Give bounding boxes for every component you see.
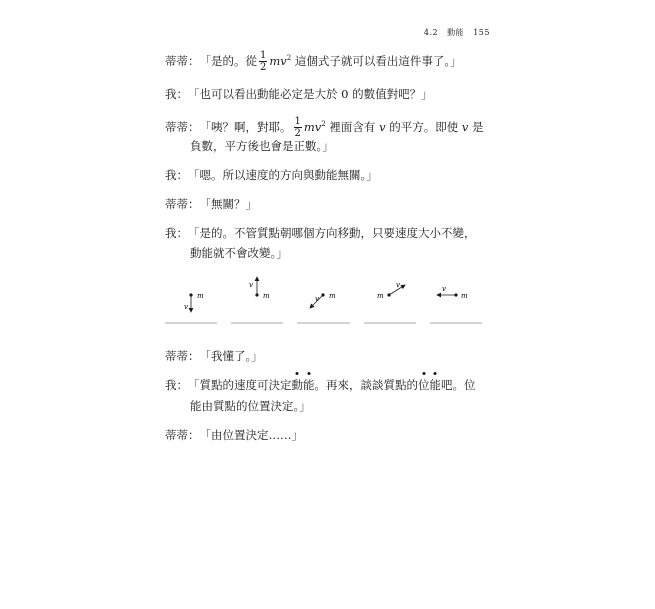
fraction-denominator: 2: [260, 62, 267, 74]
mass-label: m: [263, 292, 270, 300]
line-text: 「由位置決定……」: [199, 428, 303, 442]
emphasis-char: 位: [418, 378, 430, 392]
section-number: 4.2: [423, 28, 439, 37]
line-text: 的平方。即使: [389, 119, 459, 134]
velocity-label: v: [315, 295, 319, 303]
emphasis-char: 動: [291, 378, 303, 392]
line-text: 這個式子就可以看出這件事了。」: [294, 53, 462, 68]
fraction: [294, 116, 302, 139]
line-text: 裡面含有: [329, 119, 376, 134]
dialogue-line-8-continued: 能由質點的位置決定。」: [190, 399, 311, 413]
variable-v: v: [379, 119, 386, 134]
speaker: 蒂蒂：: [165, 349, 200, 363]
mass-label: m: [329, 292, 336, 300]
speaker: 蒂蒂：: [165, 197, 200, 211]
formula-mv: mv: [269, 53, 287, 68]
dialogue-line-2: [165, 86, 433, 102]
mass-label: m: [461, 292, 468, 300]
formula-mv: mv: [303, 119, 322, 134]
speaker: 蒂蒂：: [165, 428, 200, 442]
page-number: 155: [473, 28, 490, 37]
dialogue-line-5: [165, 196, 257, 212]
velocity-label: v: [249, 281, 253, 289]
fraction-denominator: 2: [294, 128, 301, 140]
speaker: 蒂蒂：: [165, 119, 200, 134]
dialogue-line-3-continued: 負數，平方後也會是正數。」: [190, 139, 334, 153]
line-text: 「也可以看出動能必定是大於 0 的數值對吧？」: [188, 87, 433, 101]
speaker: 我：: [165, 378, 188, 392]
line-text: 「是的。不管質點朝哪個方向移動，只要速度大小不變，: [188, 226, 476, 240]
velocity-label: v: [442, 285, 446, 293]
line-text: 是: [472, 119, 484, 134]
dialogue-line-3: [165, 116, 484, 139]
running-header: [400, 27, 490, 38]
speaker: 蒂蒂：: [165, 53, 200, 68]
velocity-label: v: [396, 281, 400, 289]
velocity-label: v: [184, 303, 188, 311]
velocity-direction-figure: [160, 275, 490, 330]
fraction-numerator: 1: [294, 116, 301, 128]
line-text: 「質點的速度可決定: [188, 378, 292, 392]
line-text: 。再來，談談質點的: [314, 378, 418, 392]
dialogue-line-6: [165, 225, 476, 241]
dialogue-line-1: [165, 50, 462, 73]
line-text: 「咦？啊，對耶。: [199, 119, 292, 134]
line-text: 「無關？」: [199, 197, 257, 211]
dialogue-line-6-continued: 動能就不會改變。」: [190, 246, 288, 260]
speaker: 我：: [165, 87, 188, 101]
dialogue-line-8: [165, 377, 476, 393]
fraction-numerator: 1: [260, 50, 267, 62]
formula-exponent: 2: [321, 120, 326, 128]
mass-label: m: [197, 292, 204, 300]
dialogue-line-9: [165, 427, 303, 443]
variable-v: v: [461, 119, 469, 134]
line-text: 吧。位: [441, 378, 476, 392]
dialogue-line-4: [165, 167, 378, 183]
line-text: 「是的。從: [199, 53, 257, 68]
fraction: [259, 50, 267, 73]
dialogue-line-7: [165, 348, 263, 364]
speaker: 我：: [165, 226, 188, 240]
line-text: 「我懂了。」: [199, 349, 263, 363]
emphasis-char: 能: [429, 378, 441, 392]
speaker: 我：: [165, 168, 188, 182]
emphasis-char: 能: [303, 378, 315, 392]
formula-exponent: 2: [286, 54, 292, 62]
section-title: 動能: [447, 28, 465, 37]
line-text: 「嗯。所以速度的方向與動能無關。」: [188, 168, 378, 182]
mass-label: m: [377, 292, 384, 300]
